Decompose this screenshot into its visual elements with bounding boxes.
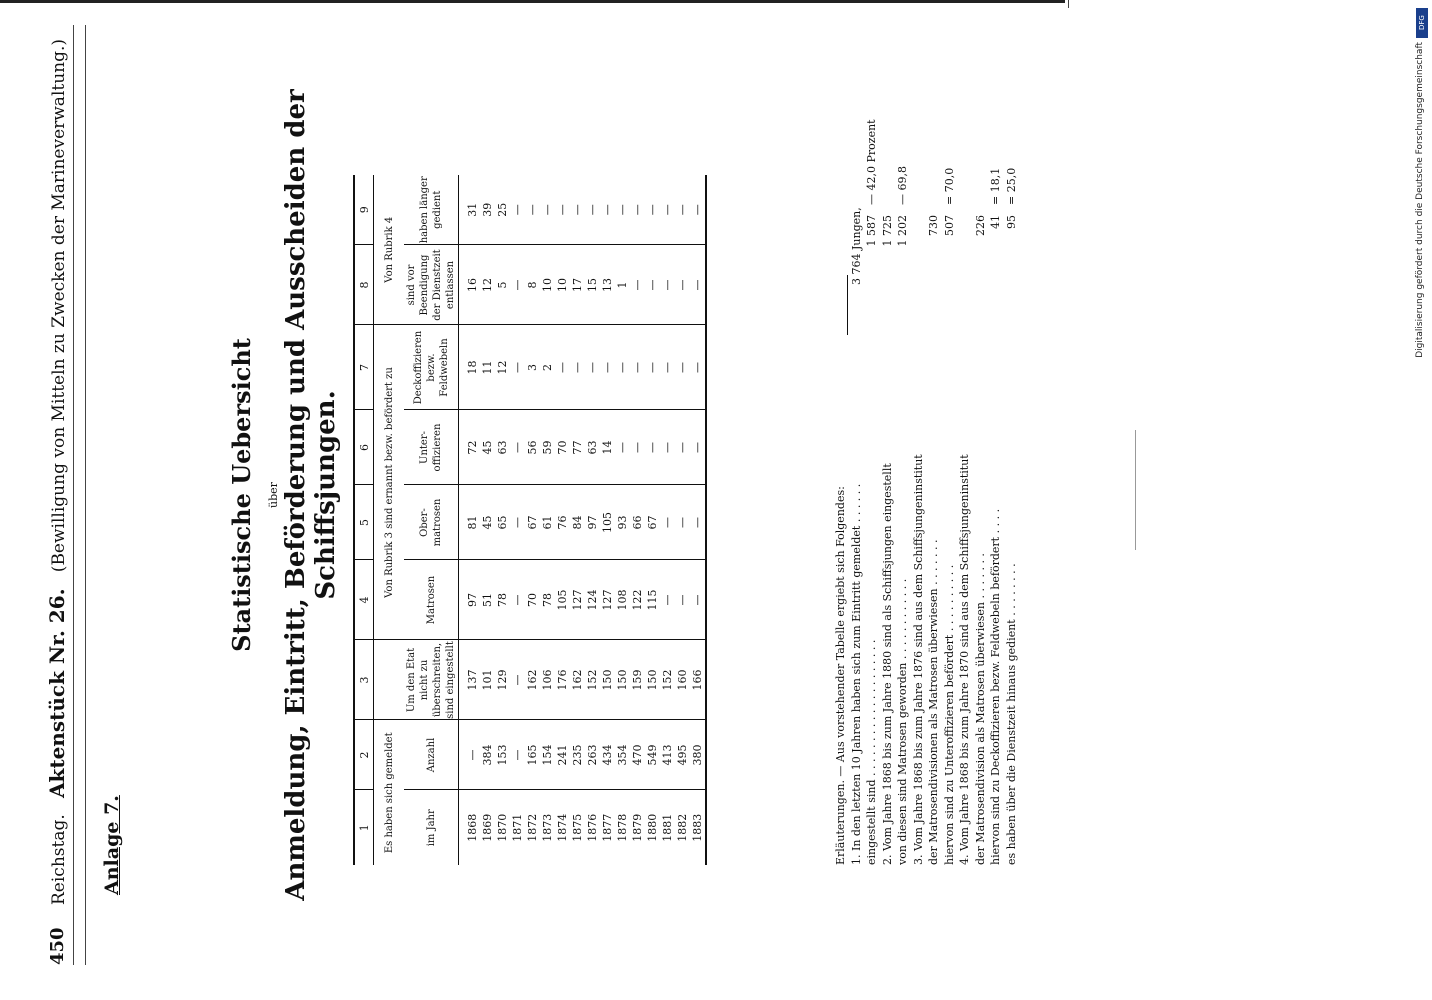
- table-cell: 106: [540, 640, 555, 720]
- table-cell: 150: [615, 640, 630, 720]
- notes-line-value: 41: [989, 215, 1002, 229]
- table-cell: 159: [630, 640, 645, 720]
- notes-line-text: eingestellt sind . . . . . . . . . . . . . . . . . . . .: [865, 639, 878, 865]
- table-cell: 39: [480, 175, 495, 245]
- header-subject: (Bewilligung von Mitteln zu Zwecken der Marineverwaltung.): [49, 38, 69, 573]
- table-cell: 56: [525, 410, 540, 485]
- table-cell: 1873: [541, 813, 554, 842]
- table-cell: 154: [540, 720, 555, 790]
- dfg-logo: DFG: [1416, 8, 1428, 38]
- table-cell: —: [570, 175, 585, 245]
- table-cell: —: [675, 325, 690, 410]
- table-cell: —: [555, 175, 570, 245]
- table-cell: —: [690, 325, 706, 410]
- table-cell: —: [690, 245, 706, 325]
- table-cell: 263: [585, 720, 600, 790]
- table-cell: —: [615, 410, 630, 485]
- group-header-row: [374, 175, 405, 865]
- table-cell: 495: [675, 720, 690, 790]
- table-cell: 434: [600, 720, 615, 790]
- table-cell: 1879: [631, 813, 644, 842]
- table-row: [585, 175, 600, 865]
- table-cell: 1882: [676, 813, 689, 842]
- header-left-text: Reichstag.: [49, 814, 69, 905]
- table-cell: 1880: [646, 813, 659, 842]
- table-cell: 78: [540, 560, 555, 640]
- notes-line: [864, 65, 880, 865]
- table-cell: 152: [585, 640, 600, 720]
- table-cell: 1868: [466, 813, 479, 842]
- margin-mark: [1135, 430, 1136, 550]
- notes-line-value: 1 725: [880, 215, 894, 247]
- notes-line-percent: = 70,0: [942, 167, 956, 205]
- notes-line: [1004, 65, 1020, 865]
- col-number: 1: [354, 790, 374, 865]
- table-cell: 137: [459, 640, 481, 720]
- table-cell: 15: [585, 245, 600, 325]
- table-cell: 12: [480, 245, 495, 325]
- table-row: [660, 175, 675, 865]
- notes-line-value: 95: [1004, 215, 1018, 229]
- table-cell: 51: [480, 560, 495, 640]
- notes-line-value: 226: [973, 215, 987, 236]
- notes-section: [833, 65, 1019, 865]
- table-cell: 124: [585, 560, 600, 640]
- header-deckoffizieren: Deckoffizieren bezw. Feldwebeln: [404, 325, 459, 410]
- table-cell: —: [645, 410, 660, 485]
- table-cell: —: [630, 410, 645, 485]
- table-cell: 1881: [661, 813, 674, 842]
- notes-line-value: 507: [942, 215, 956, 236]
- notes-line-text: 1. In den letzten 10 Jahren haben sich zum Eintritt gemeldet . . . . . .: [849, 483, 863, 865]
- notes-line-value: 3 764 Jungen,: [849, 207, 863, 285]
- table-cell: 108: [615, 560, 630, 640]
- table-cell: 152: [660, 640, 675, 720]
- table-cell: —: [690, 560, 706, 640]
- table-cell: 105: [600, 485, 615, 560]
- table-cell: 70: [555, 410, 570, 485]
- header-eingestellt: Um den Etat nicht zu überschreiten, sind eingestellt: [404, 640, 459, 720]
- table-cell: 241: [555, 720, 570, 790]
- table-cell: —: [690, 175, 706, 245]
- header-matrosen: Matrosen: [404, 560, 459, 640]
- notes-line-percent: = 18,1: [989, 167, 1002, 205]
- table-row: [480, 175, 495, 865]
- notes-line-text: hiervon sind zu Deckoffizieren bezw. Feldwebeln befördert . . . .: [989, 508, 1002, 865]
- table-cell: —: [675, 175, 690, 245]
- table-cell: 65: [495, 485, 510, 560]
- notes-line: [880, 65, 896, 865]
- table-cell: 101: [480, 640, 495, 720]
- table-cell: 11: [480, 325, 495, 410]
- table-cell: 70: [525, 560, 540, 640]
- table-cell: 127: [600, 560, 615, 640]
- table-cell: 105: [555, 560, 570, 640]
- table-cell: —: [630, 245, 645, 325]
- table-cell: 45: [480, 410, 495, 485]
- table-cell: 12: [495, 325, 510, 410]
- notes-line: [942, 65, 958, 865]
- table-cell: 1874: [556, 813, 569, 842]
- col-number: 3: [354, 640, 374, 720]
- header-obermatrosen: Ober-matrosen: [404, 485, 459, 560]
- col-number: 2: [354, 720, 374, 790]
- table-cell: 81: [459, 485, 481, 560]
- table-row: [600, 175, 615, 865]
- table-cell: —: [510, 640, 525, 720]
- funding-credit: Digitalisierung gefördert durch die Deutsche Forschungsgemeinschaft: [1415, 42, 1425, 358]
- table-cell: 176: [555, 640, 570, 720]
- notes-line: [973, 65, 989, 865]
- table-cell: —: [510, 720, 525, 790]
- notes-line: [911, 65, 927, 865]
- table-row: [540, 175, 555, 865]
- notes-line: [926, 65, 942, 865]
- heading-subtitle: Anmeldung, Eintritt, Beförderung und Ausscheiden der Schiffsjungen.: [281, 89, 341, 901]
- table-cell: —: [570, 325, 585, 410]
- notes-line-text: 2. Vom Jahre 1868 bis zum Jahre 1880 sind als Schiffsjungen eingestellt: [880, 463, 894, 865]
- table-cell: —: [540, 175, 555, 245]
- header-im-jahr: im Jahr: [425, 809, 437, 847]
- table-cell: —: [600, 325, 615, 410]
- table-cell: 76: [555, 485, 570, 560]
- table-cell: —: [690, 485, 706, 560]
- table-cell: 160: [675, 640, 690, 720]
- table-cell: —: [510, 410, 525, 485]
- notes-line-value: 730: [927, 215, 940, 236]
- table-cell: 162: [525, 640, 540, 720]
- table-cell: 10: [555, 245, 570, 325]
- margin-tick: [1068, 0, 1069, 8]
- table-row: [459, 175, 481, 865]
- table-cell: 2: [540, 325, 555, 410]
- table-cell: —: [555, 325, 570, 410]
- table-cell: —: [675, 410, 690, 485]
- header-anzahl: Anzahl: [404, 720, 459, 790]
- notes-line-percent: — 69,8: [896, 166, 909, 205]
- table-cell: 18: [459, 325, 481, 410]
- notes-line-percent: — 42,0 Prozent: [865, 119, 878, 205]
- table-cell: 127: [570, 560, 585, 640]
- anlage-label: Anlage 7.: [101, 795, 123, 895]
- notes-line: [957, 65, 973, 865]
- table-cell: —: [675, 485, 690, 560]
- col-number: 7: [354, 325, 374, 410]
- table-cell: 16: [459, 245, 481, 325]
- table-cell: 235: [570, 720, 585, 790]
- table-cell: 66: [630, 485, 645, 560]
- group-von-rubrik4: Von Rubrik 4: [374, 175, 405, 325]
- notes-intro: [833, 65, 849, 865]
- heading-title: Statistische Uebersicht: [227, 338, 256, 652]
- notes-line-text: der Matrosendivisionen als Matrosen überwiesen . . . . . . .: [927, 539, 940, 865]
- table-cell: —: [585, 325, 600, 410]
- table-cell: 1872: [526, 813, 539, 842]
- table-cell: —: [645, 175, 660, 245]
- col-number: 8: [354, 245, 374, 325]
- notes-line-text: der Matrosendivision als Matrosen überwiesen . . . . . . .: [973, 553, 987, 865]
- table-cell: 59: [540, 410, 555, 485]
- table-cell: —: [645, 325, 660, 410]
- table-cell: 13: [600, 245, 615, 325]
- table-cell: 470: [630, 720, 645, 790]
- table-row: [645, 175, 660, 865]
- notes-line: [849, 65, 865, 865]
- table-cell: 1: [615, 245, 630, 325]
- notes-line-percent: = 25,0: [1004, 167, 1018, 205]
- table-row: [495, 175, 510, 865]
- table-cell: —: [510, 485, 525, 560]
- table-cell: 67: [525, 485, 540, 560]
- table-cell: 5: [495, 245, 510, 325]
- table-cell: —: [459, 720, 481, 790]
- group-von-rubrik3: Von Rubrik 3 sind ernannt bezw. befördert zu: [374, 325, 405, 640]
- notes-line-text: 4. Vom Jahre 1868 bis zum Jahre 1870 sind aus dem Schiffsjungeninstitut: [958, 454, 971, 865]
- table-cell: 1876: [586, 813, 599, 842]
- table-cell: 17: [570, 245, 585, 325]
- group-es-haben: Es haben sich gemeldet: [383, 732, 395, 854]
- table-cell: 549: [645, 720, 660, 790]
- table-cell: 413: [660, 720, 675, 790]
- table-row: [630, 175, 645, 865]
- col-number: 9: [354, 175, 374, 245]
- table-cell: —: [690, 410, 706, 485]
- table-cell: —: [615, 175, 630, 245]
- header-unteroffizieren: Unter-offizieren: [404, 410, 459, 485]
- table-cell: 1883: [690, 790, 706, 865]
- table-cell: —: [645, 245, 660, 325]
- table-cell: 25: [495, 175, 510, 245]
- table-cell: —: [510, 245, 525, 325]
- table-row: [555, 175, 570, 865]
- table-cell: —: [630, 325, 645, 410]
- table-cell: —: [660, 175, 675, 245]
- header-laenger-gedient: haben länger gedient: [404, 175, 459, 245]
- rotated-document-page: [15, 15, 1075, 965]
- header-entlassen: sind vor Beendigung der Dienstzeit entlassen: [404, 245, 459, 325]
- table-cell: 129: [495, 640, 510, 720]
- table-cell: 166: [690, 640, 706, 720]
- table-row: [525, 175, 540, 865]
- table-cell: —: [585, 175, 600, 245]
- table-cell: 77: [570, 410, 585, 485]
- table-cell: 61: [540, 485, 555, 560]
- table-cell: —: [660, 325, 675, 410]
- table-cell: 1875: [571, 813, 584, 842]
- page-header: [15, 25, 86, 965]
- table-cell: —: [510, 325, 525, 410]
- aktenstueck-label: Aktenstück Nr. 26.: [45, 588, 69, 799]
- column-number-row: [354, 175, 374, 865]
- table-cell: 84: [570, 485, 585, 560]
- table-cell: 93: [615, 485, 630, 560]
- table-cell: 78: [495, 560, 510, 640]
- notes-lines: [849, 65, 1020, 865]
- col-number: 4: [354, 560, 374, 640]
- notes-line-text: hiervon sind zu Unteroffizieren befördert . . . . . . . . . .: [942, 564, 956, 865]
- table-cell: 97: [459, 560, 481, 640]
- table-cell: 384: [480, 720, 495, 790]
- header-title: [45, 39, 69, 905]
- table-cell: 1870: [496, 813, 509, 842]
- table-row: [615, 175, 630, 865]
- table-cell: 45: [480, 485, 495, 560]
- table-cell: 63: [585, 410, 600, 485]
- table-cell: 165: [525, 720, 540, 790]
- table-row: [570, 175, 585, 865]
- table-cell: —: [510, 175, 525, 245]
- group-spacer: [374, 640, 405, 720]
- table-cell: —: [660, 485, 675, 560]
- table-cell: —: [675, 560, 690, 640]
- notes-line: [988, 65, 1004, 865]
- table-cell: 14: [600, 410, 615, 485]
- table-cell: 150: [600, 640, 615, 720]
- table-cell: 63: [495, 410, 510, 485]
- heading-connector: über: [267, 482, 280, 508]
- col-number: 5: [354, 485, 374, 560]
- statistics-table: [353, 175, 707, 865]
- table-cell: 67: [645, 485, 660, 560]
- sub-header-row: [404, 175, 459, 865]
- notes-line-value: 1 202: [896, 215, 909, 247]
- notes-line: [895, 65, 911, 865]
- table-cell: —: [660, 245, 675, 325]
- table-cell: —: [525, 175, 540, 245]
- notes-line-text: 3. Vom Jahre 1868 bis zum Jahre 1876 sind aus dem Schiffsjungeninstitut: [911, 454, 925, 865]
- table-cell: 31: [459, 175, 481, 245]
- table-cell: —: [600, 175, 615, 245]
- table-cell: 162: [570, 640, 585, 720]
- table-cell: 153: [495, 720, 510, 790]
- table-cell: —: [615, 325, 630, 410]
- table-row: [510, 175, 525, 865]
- table-cell: 72: [459, 410, 481, 485]
- notes-intro-text: Erläuterungen. — Aus vorstehender Tabelle ergiebt sich Folgendes:: [834, 486, 847, 865]
- table-cell: —: [510, 560, 525, 640]
- header-rule: [73, 25, 74, 965]
- scan-edge-line: [0, 0, 1065, 3]
- col-number: 6: [354, 410, 374, 485]
- table-cell: 380: [690, 720, 706, 790]
- table-cell: 150: [645, 640, 660, 720]
- page-number: 450: [47, 927, 68, 965]
- table-cell: —: [660, 410, 675, 485]
- table-cell: 1878: [616, 813, 629, 842]
- table-cell: 354: [615, 720, 630, 790]
- table-row: [690, 175, 706, 865]
- table-cell: —: [675, 245, 690, 325]
- table-cell: 1871: [511, 813, 524, 842]
- notes-line-text: von diesen sind Matrosen geworden . . . . . . . . . . . .: [896, 578, 909, 865]
- table-cell: —: [660, 560, 675, 640]
- notes-line-text: es haben über die Dienstzeit hinaus gedient . . . . . . . .: [1004, 563, 1018, 865]
- table-cell: 8: [525, 245, 540, 325]
- table-cell: —: [630, 175, 645, 245]
- table-cell: 10: [540, 245, 555, 325]
- notes-line-value: 1 587: [865, 215, 878, 247]
- table-cell: 97: [585, 485, 600, 560]
- table-cell: 1877: [601, 813, 614, 842]
- table-cell: 115: [645, 560, 660, 640]
- table-row: [675, 175, 690, 865]
- table-cell: 3: [525, 325, 540, 410]
- table-body: [459, 175, 707, 865]
- table-cell: 1869: [481, 813, 494, 842]
- table-cell: 122: [630, 560, 645, 640]
